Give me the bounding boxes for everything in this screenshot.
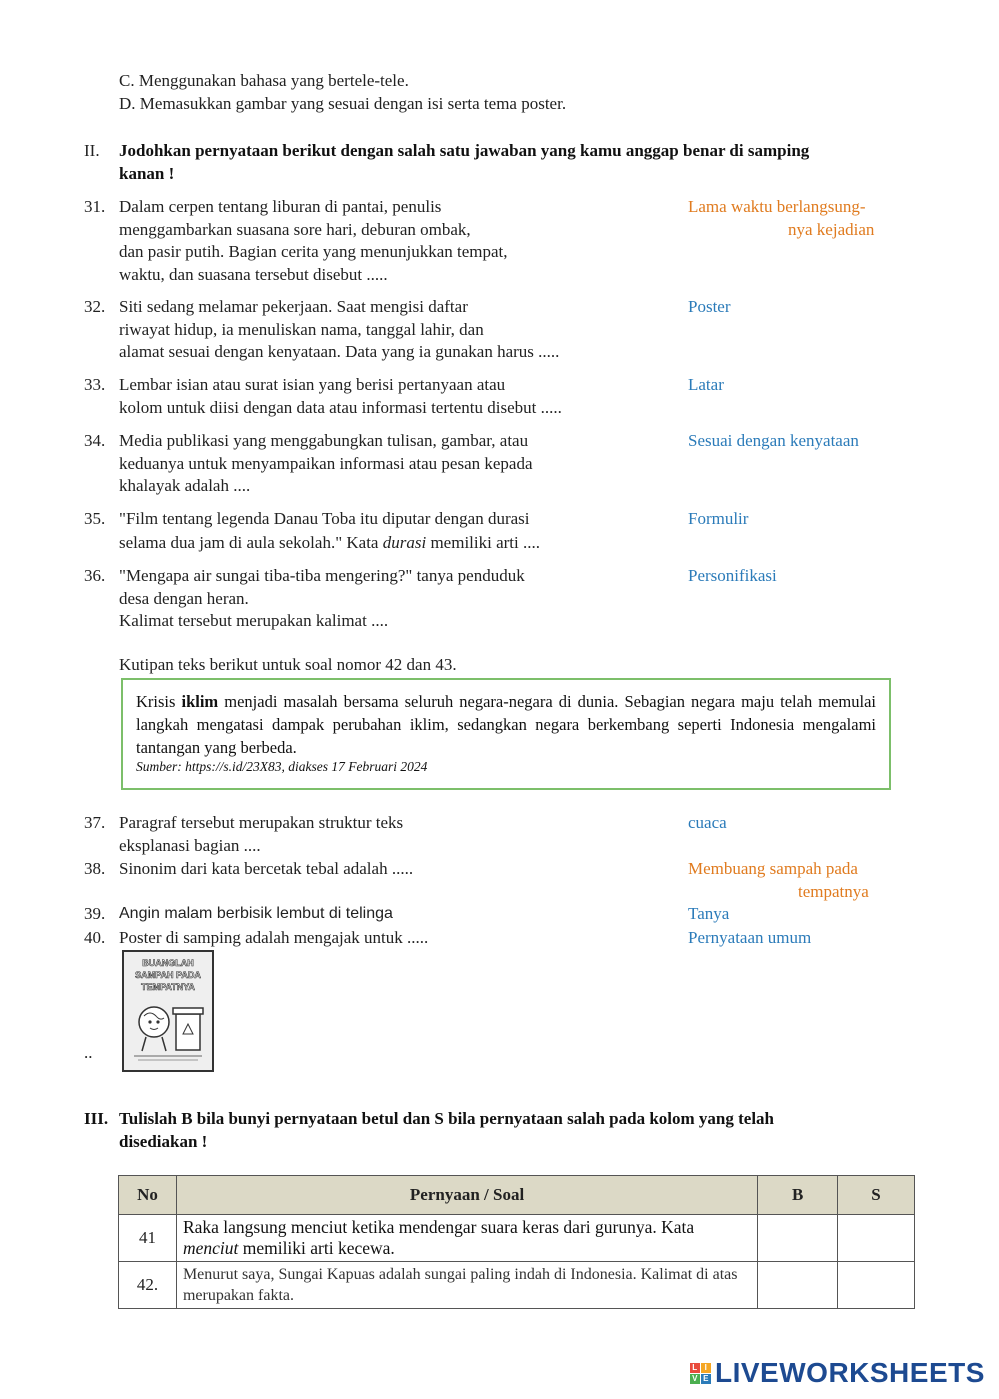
poster-dots: .. [84, 1043, 93, 1062]
liveworksheets-icon [690, 1363, 711, 1384]
row-question: Raka langsung menciut ketika mendengar suara keras dari gurunya. Kata menciut memiliki arti kecewa. [176, 1215, 757, 1262]
row-number: 41 [119, 1215, 177, 1262]
excerpt-box [121, 678, 891, 790]
section-3-numeral: III. [84, 1109, 109, 1128]
question-number: 31. [84, 197, 106, 216]
svg-text:TEMPATNYA: TEMPATNYA [141, 982, 195, 992]
answer-cell-b[interactable] [758, 1215, 838, 1262]
excerpt-intro: Kutipan teks berikut untuk soal nomor 42 dan 43. [119, 655, 457, 674]
answer-latar[interactable]: Latar [688, 375, 724, 394]
answer-poster[interactable]: Poster [688, 297, 731, 316]
question-number: 32. [84, 297, 106, 316]
logo-letter-l: L [690, 1363, 700, 1373]
table-row [119, 1262, 915, 1309]
question-number: 37. [84, 813, 106, 832]
question-number: 33. [84, 375, 106, 394]
question-33-text: Lembar isian atau surat isian yang berisi pertanyaan atau kolom untuk diisi dengan data atau informasi tertentu disebut ..... [119, 375, 562, 417]
question-39-text: Angin malam berbisik lembut di telinga [119, 905, 393, 922]
question-38-text: Sinonim dari kata bercetak tebal adalah ..... [119, 859, 414, 878]
question-36-text: "Mengapa air sungai tiba-tiba mengering?" tanya penduduk desa dengan heran. Kalimat tersebut merupakan kalimat .... [119, 566, 525, 630]
question-40-text: Poster di samping adalah mengajak untuk ..... [119, 928, 429, 947]
answer-personifikasi[interactable]: Personifikasi [688, 566, 777, 585]
excerpt-source: Sumber: https://s.id/23X83, diakses 17 Februari 2024 [136, 759, 428, 774]
header-question: Pernyaan / Soal [176, 1176, 757, 1215]
svg-text:BUANGLAH: BUANGLAH [142, 958, 194, 968]
poster-illustration [124, 952, 212, 1070]
row-question: Menurut saya, Sungai Kapuas adalah sungai paling indah di Indonesia. Kalimat di atas merupakan fakta. [176, 1262, 757, 1309]
question-32-text: Siti sedang melamar pekerjaan. Saat mengisi daftar riwayat hidup, ia menuliskan nama, tanggal lahir, dan alamat sesuai dengan kenyataan. Data yang ia gunakan harus ..... [119, 297, 560, 361]
true-false-table [118, 1175, 915, 1309]
answer-pernyataan-umum[interactable]: Pernyataan umum [688, 928, 812, 947]
question-number: 36. [84, 566, 106, 585]
section-3-instruction: Tulislah B bila bunyi pernyataan betul dan S bila pernyataan salah pada kolom yang telah [119, 1109, 775, 1128]
liveworksheets-logo[interactable] [690, 1356, 985, 1390]
logo-letter-v: V [690, 1374, 700, 1384]
answer-cuaca[interactable]: cuaca [688, 813, 727, 832]
answer-sesuai-kenyataan[interactable]: Sesuai dengan kenyataan [688, 431, 859, 450]
logo-letter-e: E [701, 1374, 711, 1384]
question-number: 39. [84, 904, 106, 923]
header-no: No [119, 1176, 177, 1215]
option-d: D. Memasukkan gambar yang sesuai dengan isi serta tema poster. [119, 94, 567, 113]
row-number: 42. [119, 1262, 177, 1309]
question-35-text: "Film tentang legenda Danau Toba itu diputar dengan durasi selama dua jam di aula sekolah." Kata durasi memiliki arti .... [119, 509, 540, 552]
header-s: S [838, 1176, 915, 1215]
question-number: 34. [84, 431, 106, 450]
poster-image [122, 950, 214, 1072]
svg-text:SAMPAH PADA: SAMPAH PADA [135, 970, 201, 980]
excerpt-text: Krisis iklim menjadi masalah bersama seluruh negara-negara di dunia. Sebagian negara maju telah memulai langkah mengatasi dampak perubahan iklim, sedangkan negara berkembang seperti Indonesia mengalami tantangan yang berbeda. [136, 692, 876, 757]
answer-cell-s[interactable] [838, 1215, 915, 1262]
section-3-instruction-cont: disediakan ! [119, 1132, 208, 1151]
table-row [119, 1215, 915, 1262]
section-2-instruction-cont: kanan ! [119, 164, 175, 183]
brand-name: LIVEWORKSHEETS [715, 1357, 985, 1388]
answer-cell-s[interactable] [838, 1262, 915, 1309]
question-number: 40. [84, 928, 106, 947]
answer-tanya[interactable]: Tanya [688, 904, 730, 923]
answer-lama-waktu[interactable]: Lama waktu berlangsung- nya kejadian [688, 197, 875, 239]
question-number: 35. [84, 509, 106, 528]
table-header-row [119, 1176, 915, 1215]
answer-membuang-sampah[interactable]: Membuang sampah pada tempatnya [688, 859, 869, 901]
question-31-text: Dalam cerpen tentang liburan di pantai, penulis menggambarkan suasana sore hari, deburan ombak, dan pasir putih. Bagian cerita yang menunjukkan tempat, waktu, dan suasana tersebut disebut ..... [119, 197, 508, 284]
answer-cell-b[interactable] [758, 1262, 838, 1309]
question-number: 38. [84, 859, 106, 878]
question-34-text: Media publikasi yang menggabungkan tulisan, gambar, atau keduanya untuk menyampaikan informasi atau pesan kepada khalayak adalah .... [119, 431, 533, 495]
header-b: B [758, 1176, 838, 1215]
logo-letter-i: I [701, 1363, 711, 1373]
section-2-numeral: II. [84, 141, 100, 160]
question-37-text: Paragraf tersebut merupakan struktur teks eksplanasi bagian .... [119, 813, 404, 855]
option-c: C. Menggunakan bahasa yang bertele-tele. [119, 71, 409, 90]
section-2-instruction: Jodohkan pernyataan berikut dengan salah satu jawaban yang kamu anggap benar di samping [119, 141, 810, 160]
answer-formulir[interactable]: Formulir [688, 509, 749, 528]
